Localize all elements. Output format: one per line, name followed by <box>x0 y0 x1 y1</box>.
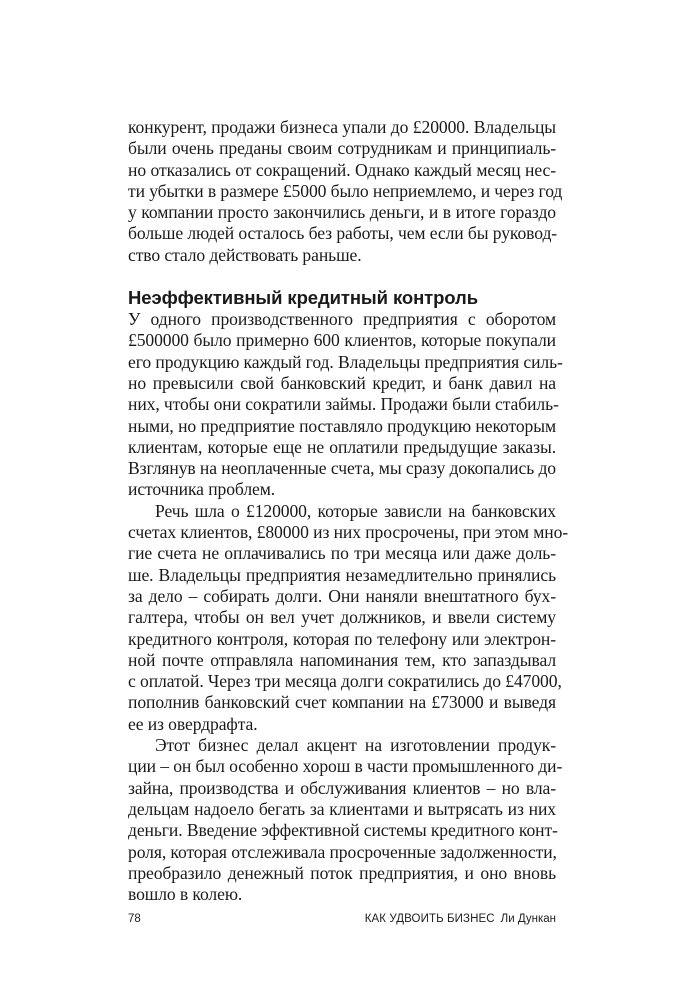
text-line: его продукцию каждый год. Владельцы предприятия силь- <box>128 351 563 372</box>
text-line: ной почте отправляла напоминания тем, кто запаздывал <box>128 649 556 670</box>
text-line: преобразило денежный поток предприятия, и оно вновь <box>128 862 556 883</box>
text-line: гие счета не оплачивались по три месяца или даже доль- <box>128 543 556 564</box>
text-line: с оплатой. Через три месяца долги сократились до £47000, <box>128 671 562 692</box>
text-line: были очень преданы своим сотрудникам и принципиаль- <box>128 138 556 159</box>
text-line: дельцам надоело бегать за клиентами и вытрясать из них <box>128 798 556 819</box>
section-heading: Неэффективный кредитный контроль <box>128 287 478 309</box>
text-line: Этот бизнес делал акцент на изготовлении продук- <box>155 735 556 756</box>
text-line: ше. Владельцы предприятия незамедлительно принялись <box>128 564 556 585</box>
text-line: кредитного контроля, которая по телефону или электрон- <box>128 628 556 649</box>
text-line: ти убытки в размере £5000 было неприемлемо, и через год <box>128 180 563 201</box>
text-line: деньги. Введение эффективной системы кредитного конт- <box>128 820 558 841</box>
text-line: у компании просто закончились деньги, и в итоге гораздо <box>128 202 556 223</box>
page-footer <box>128 913 556 931</box>
text-line: но отказались от сокращений. Однако каждый месяц нес- <box>128 159 556 180</box>
text-line: ции – он был особенно хорош в части промышленного ди- <box>128 756 563 777</box>
text-line: клиентам, которые еще не оплатили предыдущие заказы. <box>128 436 556 457</box>
paragraph-1 <box>128 117 563 266</box>
author-name: Ли Дункан <box>500 913 556 925</box>
text-line: вошло в колею. <box>128 884 243 905</box>
text-line: ее из овердрафта. <box>128 713 258 734</box>
text-line: источника проблем. <box>128 479 276 500</box>
text-line: больше людей осталось без работы, чем если бы руковод- <box>128 223 558 244</box>
text-line: роля, которая отслеживала просроченные задолженности, <box>128 841 557 862</box>
paragraph-2 <box>128 309 563 501</box>
text-line: за дело – собирать долги. Они наняли внештатного бух- <box>128 585 556 606</box>
text-line: галтера, чтобы он вел учет должников, и ввели систему <box>128 607 556 628</box>
text-line: но превысили свой банковский кредит, и банк давил на <box>128 372 556 393</box>
paragraph-4 <box>128 735 563 905</box>
paragraph-3 <box>128 500 569 735</box>
text-line: ными, но предприятие поставляло продукцию некоторым <box>128 415 556 436</box>
text-line: Взглянув на неоплаченные счета, мы сразу докопались до <box>128 458 556 479</box>
text-line: £500000 было примерно 600 клиентов, которые покупали <box>128 330 556 351</box>
text-line: конкурент, продажи бизнеса упали до £20000. Владельцы <box>128 117 556 137</box>
book-title: КАК УДВОИТЬ БИЗНЕС <box>364 913 495 925</box>
page-body <box>128 117 569 905</box>
text-line: зайна, производства и обслуживания клиентов – но вла- <box>128 777 556 798</box>
running-head <box>365 913 556 925</box>
text-line: ство стало действовать раньше. <box>128 244 362 265</box>
text-line: счетах клиентов, £80000 из них просрочены, при этом мно- <box>128 522 569 543</box>
text-line: пополнив банковский счет компании на £73000 и выведя <box>128 692 556 713</box>
text-line: них, чтобы они сократили займы. Продажи были стабиль- <box>128 394 559 415</box>
text-line: У одного производственного предприятия с оборотом <box>128 309 556 330</box>
text-line: Речь шла о £120000, которые зависли на банковских <box>155 500 556 521</box>
page-number: 78 <box>128 913 141 925</box>
